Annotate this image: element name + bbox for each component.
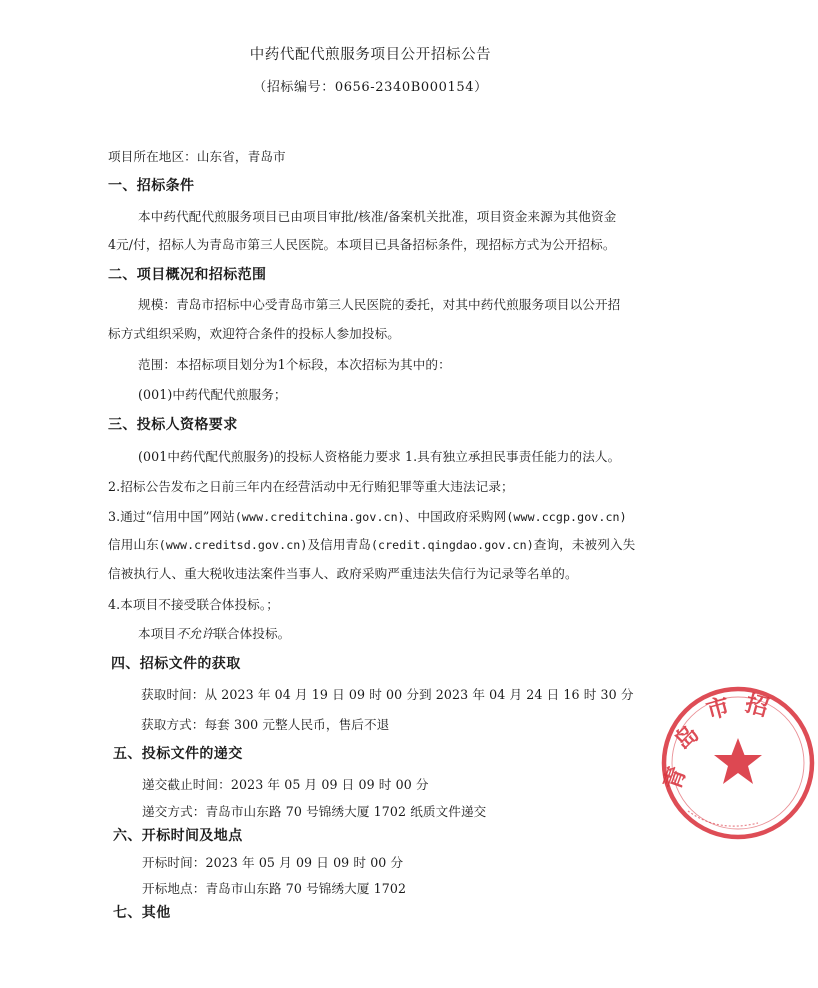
section-heading-2: 二、项目概况和招标范围: [108, 267, 267, 283]
section-2-paragraph: (001)中药代配代煎服务；: [138, 387, 287, 402]
section-3-paragraph: 信被执行人、重大税收违法案件当事人、政府采购严重违法失信行为记录等名单的。: [108, 566, 578, 581]
section-6-paragraph: 开标地点：青岛市山东路 70 号锦绣大厦 1702: [142, 881, 407, 896]
bid-number: （招标编号：0656-2340B000154）: [253, 80, 488, 95]
credit-check-text: 及信用青岛: [307, 537, 371, 552]
credit-qingdao-url: (credit.qingdao.gov.cn): [370, 538, 534, 552]
section-heading-7: 七、其他: [113, 905, 171, 921]
credit-check-text: 查询，未被列入失: [533, 537, 636, 552]
credit-check-text: 信用山东: [108, 537, 159, 552]
official-seal: [658, 683, 818, 843]
section-3-paragraph: [108, 509, 627, 525]
section-heading-1: 一、招标条件: [108, 178, 195, 194]
section-3-paragraph: [138, 626, 290, 642]
creditsd-url: (www.creditsd.gov.cn): [158, 538, 308, 552]
svg-text:青: 青: [658, 763, 692, 794]
project-location: 项目所在地区：山东省，青岛市: [108, 149, 286, 164]
section-1-paragraph: 本中药代配代煎服务项目已由项目审批/核准/备案机关批准，项目资金来源为其他资金: [138, 209, 617, 224]
section-2-paragraph: 规模：青岛市招标中心受青岛市第三人民医院的委托，对其中药代煎服务项目以公开招: [138, 297, 621, 312]
section-3-paragraph: (001中药代配代煎服务)的投标人资格能力要求 1.具有独立承担民事责任能力的法人。: [138, 449, 621, 464]
section-heading-6: 六、开标时间及地点: [113, 828, 243, 844]
section-2-paragraph: 范围：本招标项目划分为1个标段，本次招标为其中的：: [138, 357, 451, 372]
credit-check-text: 、中国政府采购网: [404, 509, 507, 524]
section-4-paragraph: 获取方式：每套 300 元整人民币，售后不退: [141, 717, 390, 732]
consortium-not-allowed: 不允许: [176, 626, 215, 641]
section-heading-3: 三、投标人资格要求: [108, 417, 238, 433]
section-heading-4: 四、招标文件的获取: [111, 656, 241, 672]
section-5-paragraph: 递交方式：青岛市山东路 70 号锦绣大厦 1702 纸质文件递交: [142, 804, 487, 819]
section-3-paragraph: 4.本项目不接受联合体投标。；: [108, 597, 279, 612]
section-3-paragraph: 2.招标公告发布之日前三年内在经营活动中无行贿犯罪等重大违法记录；: [108, 479, 514, 494]
section-6-paragraph: 开标时间：2023 年 05 月 09 日 09 时 00 分: [142, 855, 404, 870]
svg-text:招: 招: [742, 689, 772, 722]
document-title: 中药代配代煎服务项目公开招标公告: [249, 47, 492, 63]
section-2-paragraph: 标方式组织采购，欢迎符合条件的投标人参加投标。: [108, 326, 400, 341]
section-5-paragraph: 递交截止时间：2023 年 05 月 09 日 09 时 00 分: [142, 777, 429, 792]
svg-text:岛: 岛: [669, 720, 705, 756]
consortium-text: 联合体投标。: [214, 626, 291, 641]
consortium-text: 本项目: [138, 626, 177, 641]
section-1-paragraph: 4元/付，招标人为青岛市第三人民医院。本项目已具备招标条件，现招标方式为公开招标。: [108, 237, 616, 252]
section-3-paragraph: [108, 537, 635, 553]
credit-check-text: 3.通过“信用中国”网站: [108, 509, 235, 524]
creditchina-url: (www.creditchina.gov.cn): [234, 510, 405, 524]
ccgp-url: (www.ccgp.gov.cn): [506, 510, 627, 524]
section-heading-5: 五、投标文件的递交: [113, 746, 243, 762]
svg-text:市: 市: [703, 692, 733, 725]
section-4-paragraph: 获取时间：从 2023 年 04 月 19 日 09 时 00 分到 2023 年 04 月 24 日 16 时 30 分: [141, 687, 634, 702]
